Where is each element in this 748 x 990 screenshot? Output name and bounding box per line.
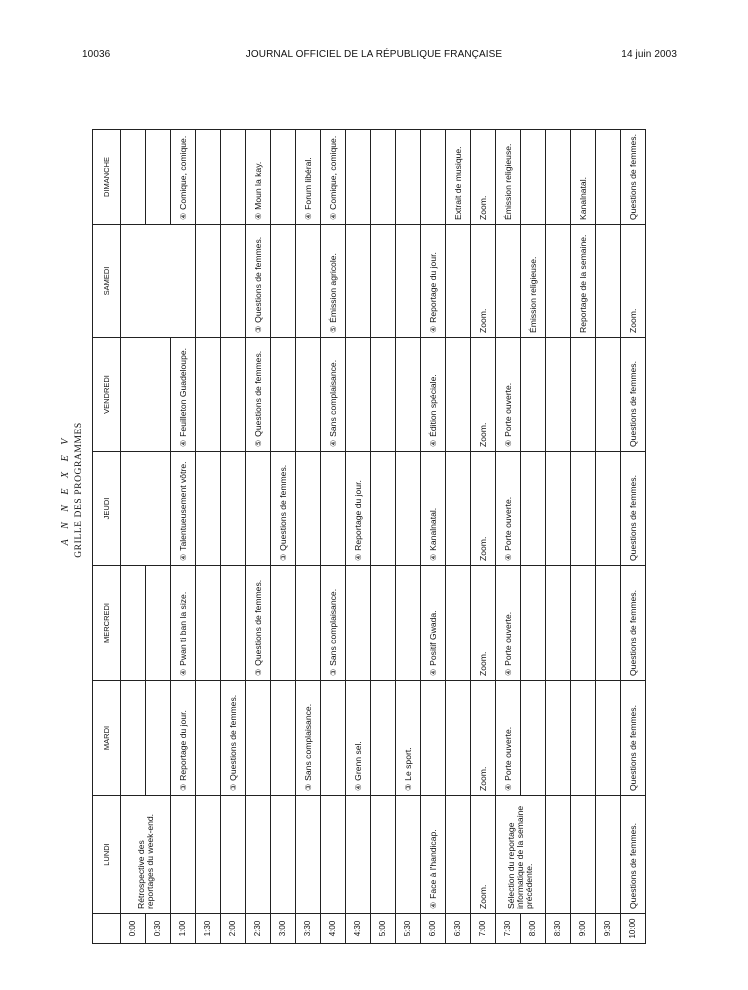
program-title: Émission religieuse. [528,256,538,333]
table-row [246,130,271,944]
program-title: Sélection du reportage informatique de la semaine précédente. [506,805,534,909]
program-cell [521,338,546,452]
program-cell [496,452,521,566]
channel-code: ③ [253,325,263,333]
program-cell [371,681,396,796]
time-slot: 4:30 [346,914,371,944]
program-cell [321,566,346,681]
time-slot: 7:30 [496,914,521,944]
program-title: Questions de femmes. [628,705,638,791]
column-header-time [93,914,121,944]
program-cell [621,566,646,681]
channel-code: ④ [328,212,338,220]
table-row [546,130,571,944]
program-cell [196,796,221,914]
publication-date: 14 juin 2003 [621,49,677,60]
program-title: Comique, comique. [177,135,188,210]
program-cell [246,130,271,225]
program-title: Questions de femmes. [252,579,263,666]
program-cell [296,566,321,681]
program-cell [121,796,171,914]
time-slot: 0:30 [146,914,171,944]
program-cell [196,225,221,338]
channel-code: ④ [503,439,513,447]
program-cell [321,130,346,225]
program-title: Porte ouverte. [502,382,513,437]
program-cell [621,681,646,796]
program-title: Porte ouverte. [502,611,513,666]
column-header-day: DIMANCHE [93,130,121,225]
program-cell [396,566,421,681]
program-title: Le sport. [402,747,413,781]
program-cell [196,452,221,566]
program-cell [471,130,496,225]
program-title: Zoom. [478,884,488,909]
table-row [446,130,471,944]
program-cell [596,225,621,338]
program-cell [196,681,221,796]
program-cell [321,681,346,796]
table-row [196,130,221,944]
column-header-day: VENDREDI [93,338,121,452]
program-cell [121,566,146,681]
column-header-day: LUNDI [93,796,121,914]
program-cell [446,681,471,796]
channel-code: ④ [428,901,438,909]
program-cell [521,130,546,225]
program-title: Reportage du jour. [427,252,438,323]
table-row [221,130,246,944]
program-cell [621,130,646,225]
annex-title: A N N E X E V [60,434,71,546]
time-slot: 2:30 [246,914,271,944]
program-title: Questions de femmes. [277,464,288,551]
program-cell [171,130,196,225]
program-title: Forum libéral. [302,157,313,210]
time-slot: 9:30 [596,914,621,944]
program-cell [246,681,271,796]
table-row [296,130,321,944]
program-cell [471,225,496,338]
program-cell [346,338,371,452]
program-cell [321,338,346,452]
program-cell [446,796,471,914]
time-slot: 2:00 [221,914,246,944]
program-cell [346,225,371,338]
program-cell [546,796,571,914]
program-cell [321,796,346,914]
program-cell [271,796,296,914]
program-title: Kanalnatal. [578,176,588,220]
table-row [121,130,146,944]
program-cell [496,225,521,338]
journal-title: JOURNAL OFFICIEL DE LA RÉPUBLIQUE FRANÇAISE [245,49,503,60]
program-cell [121,130,146,225]
table-row [496,130,521,944]
program-cell [271,452,296,566]
program-title: Questions de femmes. [628,590,638,676]
program-cell [371,566,396,681]
program-cell [496,130,521,225]
grid-title: GRILLE DES PROGRAMMES [74,422,84,558]
program-cell [271,225,296,338]
time-slot: 9:00 [571,914,596,944]
program-cell [571,130,596,225]
program-cell [471,796,496,914]
program-cell [571,566,596,681]
program-cell [546,225,571,338]
program-cell [571,452,596,566]
program-cell [421,681,446,796]
program-cell [196,338,221,452]
program-title: Questions de femmes. [227,694,238,781]
program-cell [421,566,446,681]
program-title: Sans complaisance. [302,703,313,781]
channel-code: ④ [178,668,188,676]
program-cell [271,130,296,225]
program-cell [346,681,371,796]
program-title: Pwan ti ban la size. [177,591,188,666]
program-cell [246,566,271,681]
program-cell [271,681,296,796]
time-slot: 5:00 [371,914,396,944]
program-cell [396,681,421,796]
program-cell [221,566,246,681]
table-row [421,130,446,944]
program-cell [146,681,171,796]
program-cell [421,130,446,225]
program-title: Zoom. [478,308,488,333]
program-cell [546,566,571,681]
channel-code: ③ [253,668,263,676]
program-title: Zoom. [478,651,488,676]
program-cell [471,452,496,566]
program-cell [621,338,646,452]
program-cell [446,225,471,338]
program-title: Questions de femmes. [628,823,638,909]
program-title: Zoom. [478,536,488,561]
table-row [621,130,646,944]
program-cell [521,225,546,338]
program-title: Questions de femmes. [628,475,638,561]
program-title: Reportage de la semaine. [578,234,588,333]
column-header-day: MERCREDI [93,566,121,681]
program-cell [146,130,171,225]
program-title: Grenn sel. [352,741,363,781]
program-cell [371,796,396,914]
time-slot: 6:30 [446,914,471,944]
program-cell [471,681,496,796]
table-row [371,130,396,944]
program-title: Feuilleton Guadeloupe. [177,347,188,437]
channel-code: ④ [503,783,513,791]
time-slot: 3:30 [296,914,321,944]
program-cell [321,452,346,566]
table-row [346,130,371,944]
program-title: Questions de femmes. [252,236,263,323]
program-cell [521,681,546,796]
program-title: Sans complaisance. [327,359,338,437]
program-cell [471,338,496,452]
channel-code: ④ [428,553,438,561]
program-grid-table [92,129,646,944]
program-cell [546,452,571,566]
program-cell [171,338,196,452]
channel-code: ③ [328,668,338,676]
program-cell [571,796,596,914]
program-cell [121,225,196,338]
channel-code: ④ [253,212,263,220]
program-title: Rétrospective des reportages du week-end. [135,813,155,909]
program-cell [596,452,621,566]
program-cell [371,338,396,452]
program-cell [446,338,471,452]
channel-code: ④ [178,439,188,447]
program-cell [246,338,271,452]
program-cell [596,796,621,914]
program-title: Positif Gwada. [427,610,438,666]
program-title: Édition spéciale. [427,374,438,437]
channel-code: ④ [353,553,363,561]
table-row [271,130,296,944]
program-cell [546,130,571,225]
program-cell [396,452,421,566]
program-title: Kanalnatal. [427,507,438,551]
time-slot: 10:00 [621,914,646,944]
program-cell [321,225,346,338]
program-cell [246,796,271,914]
program-cell [121,452,171,566]
channel-code: ③ [303,783,313,791]
program-title: Comique, comique. [327,135,338,210]
program-cell [396,130,421,225]
channel-code: ④ [303,212,313,220]
program-cell [446,130,471,225]
program-title: Face à l'handicap. [427,829,438,899]
program-cell [421,225,446,338]
program-cell [296,681,321,796]
program-cell [196,566,221,681]
program-cell [221,338,246,452]
program-cell [421,452,446,566]
program-cell [621,452,646,566]
program-title: Talentueusement vôtre. [177,461,188,551]
channel-code: ④ [178,212,188,220]
program-cell [296,130,321,225]
program-cell [521,566,546,681]
program-cell [471,566,496,681]
table-row [596,130,621,944]
program-cell [296,452,321,566]
program-cell [571,225,596,338]
program-title: Moun la kay. [252,161,263,210]
channel-code: ④ [503,668,513,676]
time-slot: 6:00 [421,914,446,944]
program-cell [221,130,246,225]
table-row [321,130,346,944]
channel-code: ③ [278,553,288,561]
program-cell [546,681,571,796]
time-slot: 3:00 [271,914,296,944]
channel-code: ④ [178,553,188,561]
program-cell [521,452,546,566]
program-cell [296,796,321,914]
program-cell [496,681,521,796]
program-cell [571,681,596,796]
program-cell [396,796,421,914]
program-title: Reportage du jour. [352,480,363,551]
rotated-annex [60,0,691,944]
program-cell [221,796,246,914]
program-cell [171,681,196,796]
channel-code: ④ [428,439,438,447]
program-cell [296,225,321,338]
time-slot: 4:00 [321,914,346,944]
program-title: Zoom. [478,766,488,791]
program-cell [596,130,621,225]
channel-code: ④ [503,553,513,561]
program-cell [446,566,471,681]
program-cell [246,225,271,338]
channel-code: ③ [178,783,188,791]
program-cell [346,566,371,681]
program-cell [221,225,246,338]
table-row [471,130,496,944]
time-slot: 8:30 [546,914,571,944]
program-cell [596,338,621,452]
program-cell [346,452,371,566]
table-row [396,130,421,944]
program-cell [171,452,196,566]
program-cell [421,338,446,452]
program-cell [121,338,171,452]
program-cell [596,566,621,681]
program-cell [421,796,446,914]
table-header-row [93,130,121,944]
program-title: Questions de femmes. [628,361,638,447]
program-cell [246,452,271,566]
program-cell [571,338,596,452]
program-cell [346,796,371,914]
program-cell [221,681,246,796]
program-cell [171,796,196,914]
program-cell [271,338,296,452]
program-cell [171,566,196,681]
program-cell [496,338,521,452]
program-cell [296,338,321,452]
program-cell [621,796,646,914]
program-title: Porte ouverte. [502,726,513,781]
program-title: Reportage du jour. [177,710,188,781]
channel-code: ④ [353,783,363,791]
program-title: Zoom. [478,195,488,220]
program-cell [371,225,396,338]
program-cell [396,338,421,452]
program-cell [121,681,146,796]
program-cell [396,225,421,338]
program-cell [271,566,296,681]
program-title: Porte ouverte. [502,496,513,551]
program-cell [621,225,646,338]
column-header-day: JEUDI [93,452,121,566]
channel-code: ③ [403,783,413,791]
program-title: Émission agricole. [327,253,338,323]
program-cell [146,566,171,681]
program-title: Questions de femmes. [628,134,638,220]
channel-code: ⑤ [253,439,263,447]
time-slot: 8:00 [521,914,546,944]
program-title: Questions de femmes. [252,350,263,437]
time-slot: 5:30 [396,914,421,944]
column-header-day: MARDI [93,681,121,796]
program-cell [196,130,221,225]
program-title: Sans complaisance. [327,588,338,666]
channel-code: ④ [428,325,438,333]
program-cell [496,566,521,681]
time-slot: 7:00 [471,914,496,944]
table-row [571,130,596,944]
program-title: Extrait de musique. [453,146,463,220]
program-title: Émission religieuse. [503,143,513,220]
channel-code: ③ [228,783,238,791]
time-slot: 1:30 [196,914,221,944]
column-header-day: SAMEDI [93,225,121,338]
program-cell [446,452,471,566]
program-cell [346,130,371,225]
program-cell [496,796,546,914]
program-cell [596,681,621,796]
program-cell [221,452,246,566]
page-number: 10036 [82,49,111,60]
time-slot: 1:00 [171,914,196,944]
program-cell [371,130,396,225]
channel-code: ④ [328,439,338,447]
channel-code: ④ [428,668,438,676]
program-cell [371,452,396,566]
time-slot: 0:00 [121,914,146,944]
program-cell [546,338,571,452]
program-title: Zoom. [478,422,488,447]
program-title: Zoom. [628,308,638,333]
channel-code: ⑤ [328,325,338,333]
